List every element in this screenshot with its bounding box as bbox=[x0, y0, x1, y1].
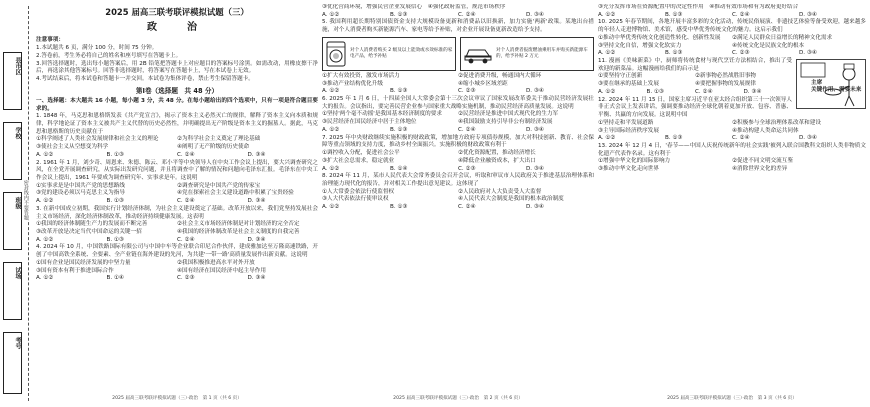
school-field[interactable] bbox=[3, 122, 22, 180]
answer-choice[interactable]: B. ①③ bbox=[646, 88, 664, 95]
answer-choice[interactable]: A. ①② bbox=[322, 165, 340, 172]
answer-choice[interactable]: D. ③④ bbox=[247, 198, 266, 205]
statement: ②优化资源配置，推动经济增长 bbox=[458, 150, 536, 157]
exam-title: 2025 届高三联考联评模拟试题（三） bbox=[105, 7, 249, 17]
statement: ②满足人民群众日益增长的精神文化需求 bbox=[732, 34, 833, 41]
answer-choices bbox=[322, 204, 594, 212]
note-item: 4.考试结束后，将本试卷和答题卡一并交回。本试卷为集体评卷，禁止考生保留答题卡。 bbox=[36, 75, 254, 82]
car-icon bbox=[463, 44, 493, 64]
statement: ③扩大社会总需求，稳定就业 bbox=[322, 157, 395, 164]
appliance-subsidy-text: 对个人消费者购买 2 级及以上能效或水效标准的家电产品，给予补贴 bbox=[350, 47, 453, 59]
page-footer: 2025 届高三联考联评模拟试题（三）·政治 第 2 页（共 6 页） bbox=[393, 395, 523, 401]
answer-choice[interactable]: B. ①③ bbox=[390, 88, 408, 95]
statement: ④降低企业融资成本，扩大出口 bbox=[458, 157, 536, 164]
answer-choice[interactable]: C. ②④ bbox=[458, 126, 476, 133]
answer-choice[interactable]: B. ①④ bbox=[106, 275, 124, 282]
answer-choices bbox=[598, 89, 792, 97]
question-stem: 2. 1961 年 1 月，刘少奇、周恩来、朱德、陈云、邓小平等中央领导人在中央工作会议上提出，要大兴调查研究之风，在全党开展调查研究，从实际出发研究问题，并且将调查中了解的情况和问题向毛泽东汇报。毛泽东在中央工作会议上提出，1961 年要成为调查研究年、实事求是年。这说明 bbox=[36, 159, 318, 181]
class-field[interactable] bbox=[3, 192, 22, 250]
statement: ①实事求是是中国共产党的思想路线 bbox=[36, 182, 125, 189]
statement: ④我国的经济体制改革是社会主义制度的自我完善 bbox=[177, 229, 300, 236]
answer-choice[interactable]: B. ①③ bbox=[106, 236, 124, 243]
statement: ③充分发挥市场在资源配置中的决定性作用 ④推动有效市场和有为政府更好结合 bbox=[598, 4, 799, 10]
answer-choice[interactable]: C. ②③ bbox=[458, 88, 476, 95]
statement: ③要在继承的基础上发展 bbox=[598, 81, 659, 88]
answer-choice[interactable]: C. ②③ bbox=[458, 165, 476, 172]
statement: ①科学阐述了人类社会发展规律和社会主义的理论 bbox=[36, 136, 159, 143]
answer-choice[interactable]: D. ③④ bbox=[799, 50, 817, 57]
question-stem: 6. 2025 年 1 月 6 日，十四届全国人大常委会第十三次会议审议了国家发展改革委关于推动民营经济发展壮大的报告。会议指出，要完善民营企业参与国家重大战略实施机制，推动民营经济高质量发展。这说明 bbox=[322, 96, 594, 110]
page-footer: 2025 届高三联考联评模拟试题（三）·政治 第 1 页（共 6 页） bbox=[112, 395, 242, 401]
statement: ①增强中华文化的国际影响力 bbox=[598, 158, 671, 165]
answer-choice[interactable]: C. ②③ bbox=[177, 275, 195, 282]
page-column-1 bbox=[36, 4, 318, 402]
statement-list bbox=[598, 35, 866, 50]
statement: ①坚持走和平发展道路 bbox=[598, 119, 654, 126]
statement: ③坚持文化自信，增强文化软实力 bbox=[598, 42, 682, 49]
answer-choice[interactable]: D. ③④ bbox=[799, 11, 817, 18]
answer-choice[interactable]: D. ③④ bbox=[526, 165, 544, 172]
statement: ③推动产业结构优化升级 bbox=[322, 80, 383, 87]
question-stem: 3. 在新中国成立初期，我国实行计划经济体制，为社会主义建设奠定了基础。改革开放以来，我们党坚持发展社会主义市场经济，深化经济体制改革，推动经济持续健康发展。这表明 bbox=[36, 205, 318, 220]
statement-list bbox=[36, 260, 318, 275]
statement-list bbox=[322, 73, 594, 88]
question-stem: 12. 2024 年 11 月 15 日，国家主席习近平在亚太经合组织第三十一次领导人非正式会议上发表讲话，强调要推动经济全球化朝着更加开放、包容、普惠、平衡、共赢的方向发展。这说明中国 bbox=[598, 96, 792, 119]
county-label: 县市区 bbox=[14, 57, 21, 75]
answer-choice[interactable]: C. ②④ bbox=[732, 11, 750, 18]
statement: ②民营经济是推进中国式现代化的生力军 bbox=[458, 111, 559, 118]
answer-choices bbox=[598, 50, 866, 58]
seal-line-label: 密封线内不要答题 bbox=[22, 180, 29, 220]
answer-choice[interactable]: D. ③④ bbox=[526, 11, 544, 18]
statement: ④阐明了无产阶级的历史使命 bbox=[177, 144, 250, 151]
statement: ③民营经济在国民经济中居于主体地位 bbox=[322, 119, 417, 126]
answer-choice[interactable]: C. ②④ bbox=[458, 204, 476, 211]
statement: ①国有企业是国民经济发展的中坚力量 bbox=[36, 259, 131, 266]
vehicle-subsidy-panel bbox=[460, 37, 594, 71]
answer-choice[interactable]: B. ①③ bbox=[390, 11, 408, 18]
exam-room-field[interactable] bbox=[3, 262, 22, 320]
appliance-subsidy-panel bbox=[322, 37, 456, 71]
exam-subject: 政 治 bbox=[147, 21, 207, 33]
exam-room-label: 试场 bbox=[14, 267, 21, 279]
statement: ②我国积极推进高水平对外开放 bbox=[177, 259, 255, 266]
statement: ②为科学社会主义奠定了理论基础 bbox=[177, 136, 261, 143]
school-label: 学校 bbox=[14, 127, 21, 139]
cartoon-caption-line: 关键作用、需要未来 bbox=[811, 86, 862, 93]
statement-list bbox=[36, 221, 318, 236]
question-stem: 7. 2025 年中央财政继续实施积极的财政政策，增加地方政府专项债券规模，加大对科技创新、教育、社会保障等重点领域的支持力度，推动乡村全面振兴。实施积极的财政政策有利于 bbox=[322, 134, 594, 149]
exam-number-label: 考号 bbox=[14, 337, 21, 349]
answer-choice[interactable]: A. ①② bbox=[322, 11, 340, 18]
note-item: 1.本试题共 6 页，满分 100 分，时间 75 分钟。 bbox=[36, 45, 158, 52]
answer-choice[interactable]: C. ②④ bbox=[177, 236, 195, 243]
answer-choice[interactable]: A. ①② bbox=[36, 198, 54, 205]
answer-choice[interactable]: A. ①② bbox=[36, 275, 54, 282]
statement: ④国有经济在国民经济中起主导作用 bbox=[177, 267, 266, 274]
statement: ③国有资本有利于推进国际合作 bbox=[36, 267, 114, 274]
answer-choice[interactable]: D. ③④ bbox=[526, 88, 544, 95]
statement: ③改革开放是决定当代中国命运的关键一招 bbox=[36, 229, 142, 236]
vehicle-subsidy-text: 对个人消费者报废燃油乘用车并购买新能源车的，给予补贴 2 万元 bbox=[496, 47, 588, 59]
answer-choice[interactable]: C. ②④ bbox=[732, 135, 750, 142]
page-footer: 2025 届高三联考联评模拟试题（三）·政治 第 3 页（共 6 页） bbox=[667, 395, 797, 401]
statement: ②社会主义市场经济体制是对计划经济的完全否定 bbox=[177, 221, 300, 228]
answer-choice[interactable]: B. ①③ bbox=[390, 204, 408, 211]
question-stem: 8. 2024 年 11 月，某市人民代表大会常务委员会召开会议，听取和审议市人民政府关于推进基层治理体系和治理能力现代化的报告，并对相关工作提出意见建议。这体现了 bbox=[322, 173, 594, 187]
answer-choice[interactable]: C. ②④ bbox=[177, 151, 195, 158]
answer-choice[interactable]: B. ①③ bbox=[665, 135, 683, 142]
statement: ①调控收入分配，促进社会公平 bbox=[322, 150, 400, 157]
answer-choice[interactable]: D. ③④ bbox=[247, 275, 266, 282]
page-column-3 bbox=[598, 4, 866, 402]
statement: ①坚持'两个毫不动摇'是我国基本经济制度的要求 bbox=[322, 111, 442, 118]
answer-choice[interactable]: A. ①② bbox=[36, 151, 54, 158]
statement-list bbox=[598, 73, 792, 88]
answer-choice[interactable]: A. ①② bbox=[322, 204, 340, 211]
statement: ②新事物必然战胜旧事物 bbox=[695, 73, 756, 80]
answer-choice[interactable]: D. ③④ bbox=[247, 151, 266, 158]
statement: ①要坚持守正创新 bbox=[598, 73, 643, 80]
answer-choice[interactable]: A. ①② bbox=[598, 88, 616, 95]
answer-choices bbox=[322, 127, 594, 135]
answer-choice[interactable]: D. ③④ bbox=[743, 88, 762, 95]
question-stem: 5. 我国利用超长期特别国债资金支持大规模设备更新和消费品以旧换新，加力实施'两新'政策。某地出台措施，对个人消费者购买新能源汽车、家电等给予补贴，对企业开展设备更新改造给予支持。 bbox=[322, 19, 594, 34]
statement-list bbox=[322, 111, 594, 126]
statement: ②积极参与全球治理体系改革和建设 bbox=[732, 119, 821, 126]
answer-choice[interactable]: A. ①② bbox=[598, 135, 616, 142]
section-title: 第Ⅰ卷（选择题 共 48 分） bbox=[135, 86, 219, 95]
answer-choice[interactable]: B. ①③ bbox=[665, 11, 683, 18]
answer-choices bbox=[322, 88, 594, 96]
statement-list bbox=[322, 150, 594, 165]
cartoon-illustration bbox=[796, 59, 866, 109]
answer-choice[interactable]: C. ②④ bbox=[177, 198, 195, 205]
washing-machine-icon bbox=[325, 41, 347, 67]
statement-list bbox=[36, 136, 318, 151]
policy-figure bbox=[322, 37, 594, 71]
statement: ④传统文化是民族文化的根本 bbox=[732, 42, 805, 49]
answer-choice[interactable]: A. ①② bbox=[322, 88, 340, 95]
statement-list bbox=[598, 158, 866, 173]
statement: ①我国的经济体制随生产力的发展而不断完善 bbox=[36, 221, 148, 228]
statement: ②调查研究是中国共产党的传家宝 bbox=[177, 182, 261, 189]
question-stem: 4. 2024 年 10 月，中国铁路国际有限公司与中国中车等企业联合印尼合作伙伴，建成雅加达至万隆高速铁路，开创了中国高铁全系统、全要素、全产业链在海外建设的先河，为共建'一带一路'高质量发展作出新贡献。这说明 bbox=[36, 244, 318, 259]
statement: ②人民政府对人大负责受人大监督 bbox=[458, 188, 542, 195]
statement: ④缩小城乡区域差距 bbox=[458, 80, 508, 87]
statement: ②促进不同文明交流互鉴 bbox=[732, 158, 793, 165]
statement: ④消除世界文化的差异 bbox=[732, 166, 788, 173]
answer-choice[interactable]: A. ①② bbox=[598, 50, 616, 57]
binding-strip bbox=[0, 0, 32, 407]
answer-choice[interactable]: C. ②③ bbox=[732, 50, 750, 57]
statement: ③人大代表依法行使审议权 bbox=[322, 196, 389, 203]
statement: ③使社会主义从空想变为科学 bbox=[36, 144, 109, 151]
answer-choice[interactable]: D. ③④ bbox=[247, 236, 266, 243]
statement: ④要把握事物的发展规律 bbox=[695, 81, 756, 88]
statement: ①扩大有效投资，激发市场活力 bbox=[322, 72, 400, 79]
answer-choice[interactable]: B. ①③ bbox=[106, 198, 124, 205]
statement-list bbox=[598, 120, 866, 135]
question-stem: 11. 漫画《美味新菜》中，厨师将传统食材与现代烹饪方法相结合，推出了受欢迎的新菜品。这幅漫画给我们的启示是 bbox=[598, 58, 792, 72]
cartoon-caption bbox=[811, 80, 861, 93]
county-field[interactable] bbox=[3, 52, 22, 110]
answer-choice[interactable]: C. ②④ bbox=[458, 11, 476, 18]
answer-choice[interactable]: B. ①④ bbox=[390, 165, 408, 172]
statement-list bbox=[36, 183, 318, 198]
note-item: 2.答卷前，考生务必将自己的姓名和座号填写在答题卡上。 bbox=[36, 52, 182, 59]
answer-choices bbox=[36, 275, 318, 283]
answer-choice[interactable]: A. ①② bbox=[322, 126, 340, 133]
statement: ④推动构建人类命运共同体 bbox=[732, 127, 799, 134]
page-column-2 bbox=[322, 4, 594, 402]
statement: ④我国鼓励支持引导非公有制经济发展 bbox=[458, 119, 553, 126]
answer-choice[interactable]: D. ③④ bbox=[526, 126, 544, 133]
note-item: 3.回答选择题时，选出每小题答案后，用 2B 铅笔把答题卡上对应题目的答案标号涂黑。如需改动，用橡皮擦干净后，再选涂其他答案标号。回答非选择题时，将答案写在答题卡上，写在本试卷上无效。 bbox=[36, 60, 318, 75]
question-stem: 13. 2024 年 12 月 4 日，'春节——中国人庆祝传统新年的社会实践'被列入联合国教科文组织人类非物质文化遗产代表作名录。这有利于 bbox=[598, 142, 866, 157]
class-label: 班级 bbox=[14, 197, 21, 209]
answer-choice[interactable]: C. ②④ bbox=[695, 88, 713, 95]
question-stem: 10. 2025 年春节期间，各地开展丰富多彩的文化活动，传统民俗展演、非遗技艺体验等备受欢迎，越来越多的年轻人走进博物馆、美术馆，感受中华优秀传统文化的魅力。这启示我们 bbox=[598, 19, 866, 34]
answer-choice[interactable]: A. ①② bbox=[598, 11, 616, 18]
statement: ③优化营商环境，增强民营企业发展信心 ④强化政府监管，规范市场秩序 bbox=[322, 4, 506, 10]
statement: ③推动中华文化走向世界 bbox=[598, 166, 659, 173]
statement: ③主导国际经济秩序发展 bbox=[598, 127, 659, 134]
statement-list bbox=[322, 189, 594, 204]
statement: ③党的建设必须以马克思主义为指导 bbox=[36, 190, 125, 197]
statement: ①人大常委会依法行使监督权 bbox=[322, 188, 395, 195]
answer-choice[interactable]: A. ①② bbox=[36, 236, 54, 243]
cartoon-caption-line: 主席 bbox=[811, 80, 823, 87]
notes-heading: 注意事项： bbox=[36, 37, 64, 44]
answer-choices bbox=[598, 135, 866, 143]
question-stem: 1. 1848 年，马克思和恩格斯发表《共产党宣言》，揭示了资本主义必然灭亡的规律，解释了资本主义向本质和规律，科学地论证了资本主义被共产主义代替的历史必然性，并明确提出无产阶级是资本主义的掘墓人。据此，马克思和恩格斯的历史贡献在于 bbox=[36, 113, 318, 135]
answer-choice[interactable]: D. ③④ bbox=[526, 204, 544, 211]
answer-choices bbox=[36, 152, 318, 160]
statement: ④党在探索社会主义建设道路中积累了宝贵经验 bbox=[177, 190, 294, 197]
answer-choice[interactable]: D. ③④ bbox=[799, 135, 817, 142]
exam-number-field[interactable] bbox=[3, 332, 22, 394]
statement: ④人民代表大会制度是我国的根本政治制度 bbox=[458, 196, 564, 203]
answer-choice[interactable]: B. ①③ bbox=[390, 126, 408, 133]
answer-choice[interactable]: B. ①③ bbox=[665, 50, 683, 57]
statement: ②促进消费升级，畅通国内大循环 bbox=[458, 72, 542, 79]
section-instructions: 一、选择题：本大题共 16 小题，每小题 3 分，共 48 分。在每小题给出的四个选项中，只有一项是符合题目要求的。 bbox=[36, 97, 318, 112]
statement: ①推动中华优秀传统文化创造性转化、创新性发展 bbox=[598, 34, 721, 41]
answer-choices bbox=[36, 198, 318, 206]
answer-choice[interactable]: B. ①③ bbox=[106, 151, 124, 158]
